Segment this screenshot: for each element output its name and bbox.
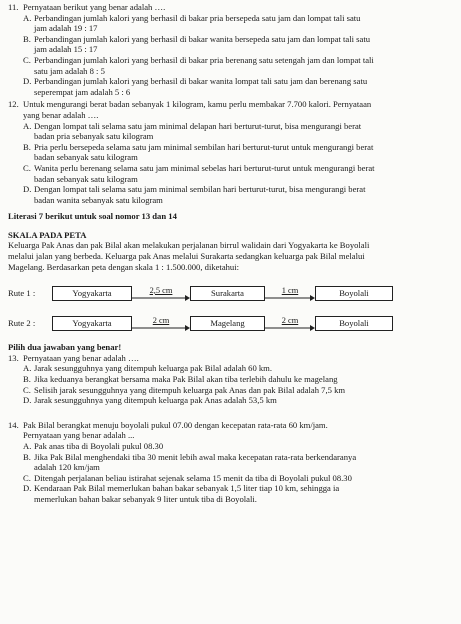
city-box-yogyakarta: Yogyakarta bbox=[52, 286, 132, 301]
distance-label: 2 cm bbox=[152, 315, 170, 325]
route-1 bbox=[8, 284, 453, 302]
city-box-boyolali: Boyolali bbox=[315, 316, 393, 331]
route-label: Rute 1 : bbox=[8, 287, 36, 298]
option-a: A. Jarak sesungguhnya yang ditempuh keluarga pak Bilal adalah 60 km. bbox=[23, 363, 273, 374]
city-box-boyolali: Boyolali bbox=[315, 286, 393, 301]
option-a: A. Perbandingan jumlah kalori yang berhasil di bakar pria bersepeda satu jam dan lompat tali satu jam adalah 19 : 17 bbox=[23, 12, 361, 34]
question-14 bbox=[8, 420, 453, 505]
option-b: B. Jika keduanya berangkat bersama maka Pak Bilal akan tiba terlebih dahulu ke magelang bbox=[23, 374, 338, 385]
route-segment-1 bbox=[132, 286, 190, 301]
arrow-right-icon bbox=[265, 325, 315, 331]
option-d: D. Jarak sesungguhnya yang ditempuh keluarga pak Anas adalah 53,5 km bbox=[23, 395, 277, 406]
question-stem: Pernyataan yang benar adalah …. bbox=[23, 352, 139, 363]
literacy-heading: Literasi 7 berikut untuk soal nomor 13 dan 14 bbox=[8, 211, 177, 222]
instruction: Pilih dua jawaban yang benar! bbox=[8, 342, 122, 353]
route-segment-2 bbox=[265, 286, 315, 301]
distance-label: 1 cm bbox=[281, 285, 299, 295]
option-b: B. Perbandingan jumlah kalori yang berhasil di bakar wanita bersepeda satu jam dan lompat tali satu jam adalah 15 : 17 bbox=[23, 33, 371, 55]
question-number: 14. bbox=[8, 419, 19, 430]
option-d: D. Perbandingan jumlah kalori yang berhasil di bakar wanita lompat tali satu jam dan berenang satu seperempat jam adalah 5 : 6 bbox=[23, 76, 368, 97]
arrow-right-icon bbox=[132, 325, 190, 331]
option-c: C. Selisih jarak sesungguhnya yang ditempuh keluarga pak Anas dan pak Bilal adalah 7,5 km bbox=[23, 384, 346, 395]
option-c: C. Ditengah perjalanan beliau istirahat sejenak selama 15 menit da tiba di Boyolali pukul 08.30 bbox=[23, 472, 352, 483]
passage: Keluarga Pak Anas dan pak Bilal akan melakukan perjalanan birrul walidain dari Yogyakarta ke Boyolali melalui jalan yang berbeda. Keluarga pak Anas melalui Surakarta sedangkan keluarga pak Bilal melalui Magelang. Berdasarkan peta dengan skala 1 : 1.500.000, diketahui: bbox=[8, 240, 370, 272]
route-segment-1 bbox=[132, 316, 190, 331]
arrow-right-icon bbox=[132, 295, 190, 301]
route-label: Rute 2 : bbox=[8, 317, 36, 328]
question-13 bbox=[8, 353, 453, 406]
option-d: D. Kendaraan Pak Bilal memerlukan bahan bakar sebanyak 1,5 liter tiap 10 km, sehingga ia memerlukan bahan bakar sebanyak 9 liter untuk tiba di Boyolali. bbox=[23, 483, 340, 504]
question-11 bbox=[8, 2, 453, 97]
distance-label: 2 cm bbox=[281, 315, 299, 325]
arrow-right-icon bbox=[265, 295, 315, 301]
option-d: D. Dengan lompat tali selama satu jam minimal sembilan hari berturut-turut, bisa mengurangi berat badan wanita sebanyak satu kilogram bbox=[23, 184, 366, 205]
question-stem: Pernyataan berikut yang benar adalah …. bbox=[23, 2, 166, 12]
option-b: B. Jika Pak Bilal menghendaki tiba 30 menit lebih awal maka kecepatan rata-rata berkendaranya adalah 120 km/jam bbox=[23, 451, 357, 473]
question-stem: Untuk mengurangi berat badan sebanyak 1 kilogram, kamu perlu membakar 7.700 kalori. Pernyataan yang benar adalah …. bbox=[23, 99, 372, 120]
city-box-surakarta: Surakarta bbox=[190, 286, 265, 301]
option-b: B. Pria perlu bersepeda selama satu jam minimal sembilan hari berturut-turut untuk mengurangi berat badan sebanyak satu kilogram bbox=[23, 141, 374, 163]
city-box-magelang: Magelang bbox=[190, 316, 265, 331]
route-segment-2 bbox=[265, 316, 315, 331]
question-stem: Pak Bilal berangkat menuju boyolali pukul 07.00 dengan kecepatan rata-rata 60 km/jam. Pernyataan yang benar adalah ... bbox=[23, 419, 328, 441]
option-a: A. Pak anas tiba di Boyolali pukul 08.30 bbox=[23, 441, 164, 451]
question-number: 11. bbox=[8, 2, 19, 12]
option-a: A. Dengan lompat tali selama satu jam minimal delapan hari berturut-turut, bisa mengurangi berat badan pria sebanyak satu kilogram bbox=[23, 120, 362, 142]
option-c: C. Wanita perlu berenang selama satu jam minimal sebelas hari berturut-turut untuk mengurangi berat badan sebanyak satu kilogram bbox=[23, 162, 375, 184]
distance-label: 2,5 cm bbox=[149, 285, 173, 295]
city-box-yogyakarta: Yogyakarta bbox=[52, 316, 132, 331]
option-c: C. Perbandingan jumlah kalori yang berhasil di bakar pria berenang satu setengah jam dan lompat tali satu jam adalah 8 : 5 bbox=[23, 54, 374, 76]
question-number: 12. bbox=[8, 99, 19, 110]
section-title: SKALA PADA PETA bbox=[8, 229, 87, 240]
question-12 bbox=[8, 99, 453, 205]
route-2 bbox=[8, 314, 453, 332]
question-number: 13. bbox=[8, 352, 19, 363]
